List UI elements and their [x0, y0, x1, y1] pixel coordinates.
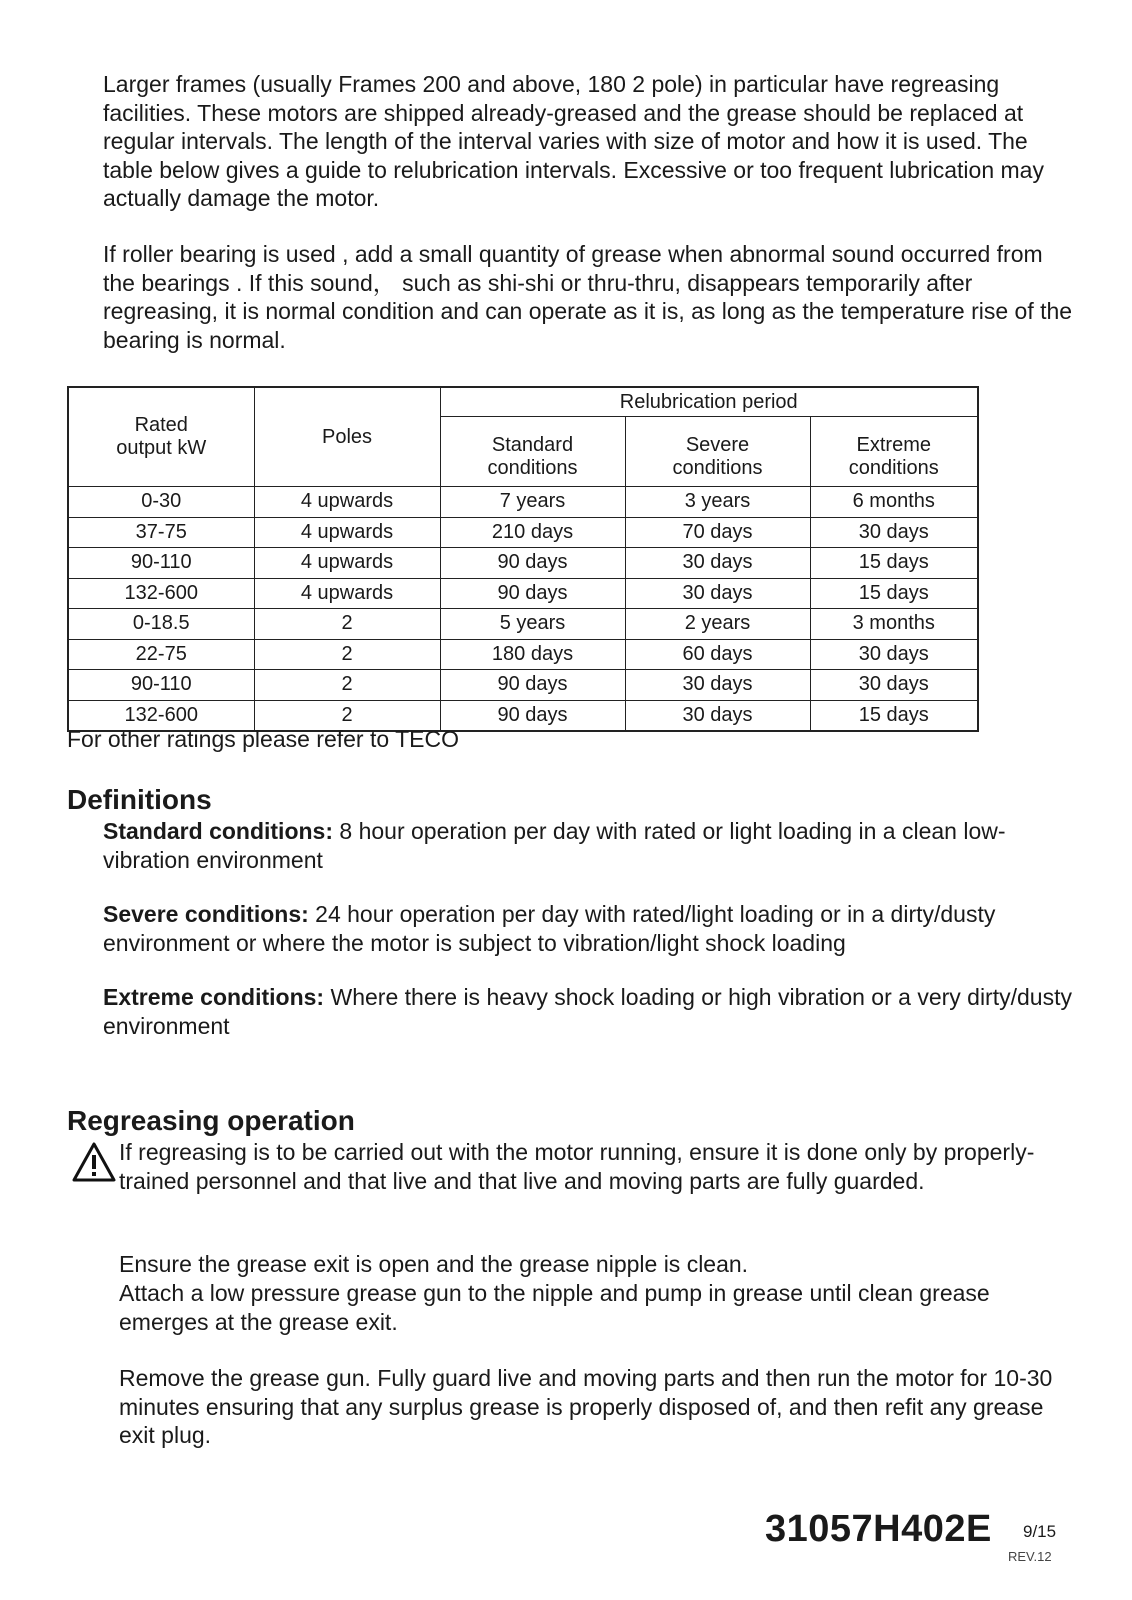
table-cell: 4 upwards [254, 487, 440, 518]
table-cell: 90-110 [68, 548, 254, 579]
table-cell: 2 [254, 700, 440, 731]
warning-triangle-icon [72, 1142, 116, 1182]
table-cell: 7 years [440, 487, 625, 518]
table-cell: 15 days [810, 700, 978, 731]
table-cell: 132-600 [68, 700, 254, 731]
table-cell: 180 days [440, 639, 625, 670]
table-cell: 6 months [810, 487, 978, 518]
intro-paragraph-2: If roller bearing is used , add a small quantity of grease when abnormal sound occurred from the bearings . If this sound， such as shi-shi or thru-thru, disappears temporarily after regreasing, it is normal condition and can operate as it is, as long as the temperature rise of the bearing is normal. [103, 241, 1073, 353]
header-extreme: Extreme conditions [810, 417, 978, 487]
definition-severe-text: 24 hour operation per day with rated/light loading or in a dirty/dusty environment or where the motor is subject to vibration/light shock loading [103, 901, 996, 956]
table-cell: 30 days [625, 548, 810, 579]
table-cell: 22-75 [68, 639, 254, 670]
definition-standard-text: 8 hour operation per day with rated or light loading in a clean low-vibration environment [103, 818, 1006, 873]
table-cell: 0-30 [68, 487, 254, 518]
table-cell: 3 years [625, 487, 810, 518]
definitions-heading: Definitions [67, 784, 212, 815]
header-poles: Poles [254, 387, 440, 487]
table-cell: 90 days [440, 700, 625, 731]
table-cell: 30 days [810, 639, 978, 670]
table-cell: 0-18.5 [68, 609, 254, 640]
table-cell: 2 [254, 670, 440, 701]
table-cell: 90-110 [68, 670, 254, 701]
regreasing-paragraph-1: If regreasing is to be carried out with the motor running, ensure it is done only by properly-trained personnel and that live and that live and moving parts are fully guarded. [119, 1139, 1035, 1194]
header-rated-output: Rated output kW [68, 387, 254, 487]
table-cell: 15 days [810, 548, 978, 579]
definition-extreme-text: Where there is heavy shock loading or high vibration or a very dirty/dusty environment [103, 984, 1072, 1039]
regreasing-paragraph-4: Remove the grease gun. Fully guard live and moving parts and then run the motor for 10-30 minutes ensuring that any surplus grease is properly disposed of, and then refit any grease exit plug. [119, 1365, 1053, 1448]
table-cell: 90 days [440, 578, 625, 609]
header-relubrication-period: Relubrication period [440, 387, 978, 417]
table-row [68, 517, 978, 548]
table-row [68, 609, 978, 640]
table-cell: 4 upwards [254, 578, 440, 609]
table-row [68, 578, 978, 609]
table-body [68, 487, 978, 732]
table-cell: 15 days [810, 578, 978, 609]
table-cell: 70 days [625, 517, 810, 548]
table-cell: 132-600 [68, 578, 254, 609]
header-severe: Severe conditions [625, 417, 810, 487]
table-cell: 5 years [440, 609, 625, 640]
table-cell: 2 years [625, 609, 810, 640]
table-cell: 3 months [810, 609, 978, 640]
definition-extreme [103, 983, 1078, 1040]
intro-paragraph-1: Larger frames (usually Frames 200 and above, 180 2 pole) in particular have regreasing facilities. These motors are shipped already-greased and the grease should be replaced at regular intervals. The length of the interval varies with size of motor and how it is used. The table below gives a guide to relubrication intervals. Excessive or too frequent lubrication may actually damage the motor. [103, 71, 1044, 211]
table-cell: 30 days [625, 700, 810, 731]
table-cell: 90 days [440, 670, 625, 701]
relubrication-table-container [67, 386, 977, 732]
regreasing-paragraph-2: Ensure the grease exit is open and the grease nipple is clean. [119, 1251, 749, 1277]
table-cell: 60 days [625, 639, 810, 670]
table-cell: 30 days [625, 578, 810, 609]
definition-standard-label: Standard conditions: [103, 818, 333, 844]
table-cell: 4 upwards [254, 517, 440, 548]
table-cell: 4 upwards [254, 548, 440, 579]
table-cell: 2 [254, 639, 440, 670]
table-row [68, 487, 978, 518]
definition-severe-label: Severe conditions: [103, 901, 309, 927]
table-cell: 37-75 [68, 517, 254, 548]
definition-standard [103, 817, 1078, 874]
page-number: 9/15 [1023, 1522, 1057, 1541]
definition-severe [103, 900, 1078, 957]
table-row [68, 548, 978, 579]
table-cell: 30 days [625, 670, 810, 701]
regreasing-paragraph-3: Attach a low pressure grease gun to the nipple and pump in grease until clean grease emerges at the grease exit. [119, 1280, 990, 1335]
header-standard: Standard conditions [440, 417, 625, 487]
table-cell: 30 days [810, 517, 978, 548]
definition-extreme-label: Extreme conditions: [103, 984, 325, 1010]
revision-label: REV.12 [1008, 1549, 1052, 1564]
table-cell: 2 [254, 609, 440, 640]
relubrication-table [67, 386, 979, 732]
table-note: For other ratings please refer to TECO [67, 726, 460, 752]
regreasing-heading: Regreasing operation [67, 1105, 355, 1136]
document-number: 31057H402E [765, 1508, 992, 1550]
table-cell: 90 days [440, 548, 625, 579]
table-cell: 210 days [440, 517, 625, 548]
table-row [68, 639, 978, 670]
table-cell: 30 days [810, 670, 978, 701]
table-row [68, 670, 978, 701]
